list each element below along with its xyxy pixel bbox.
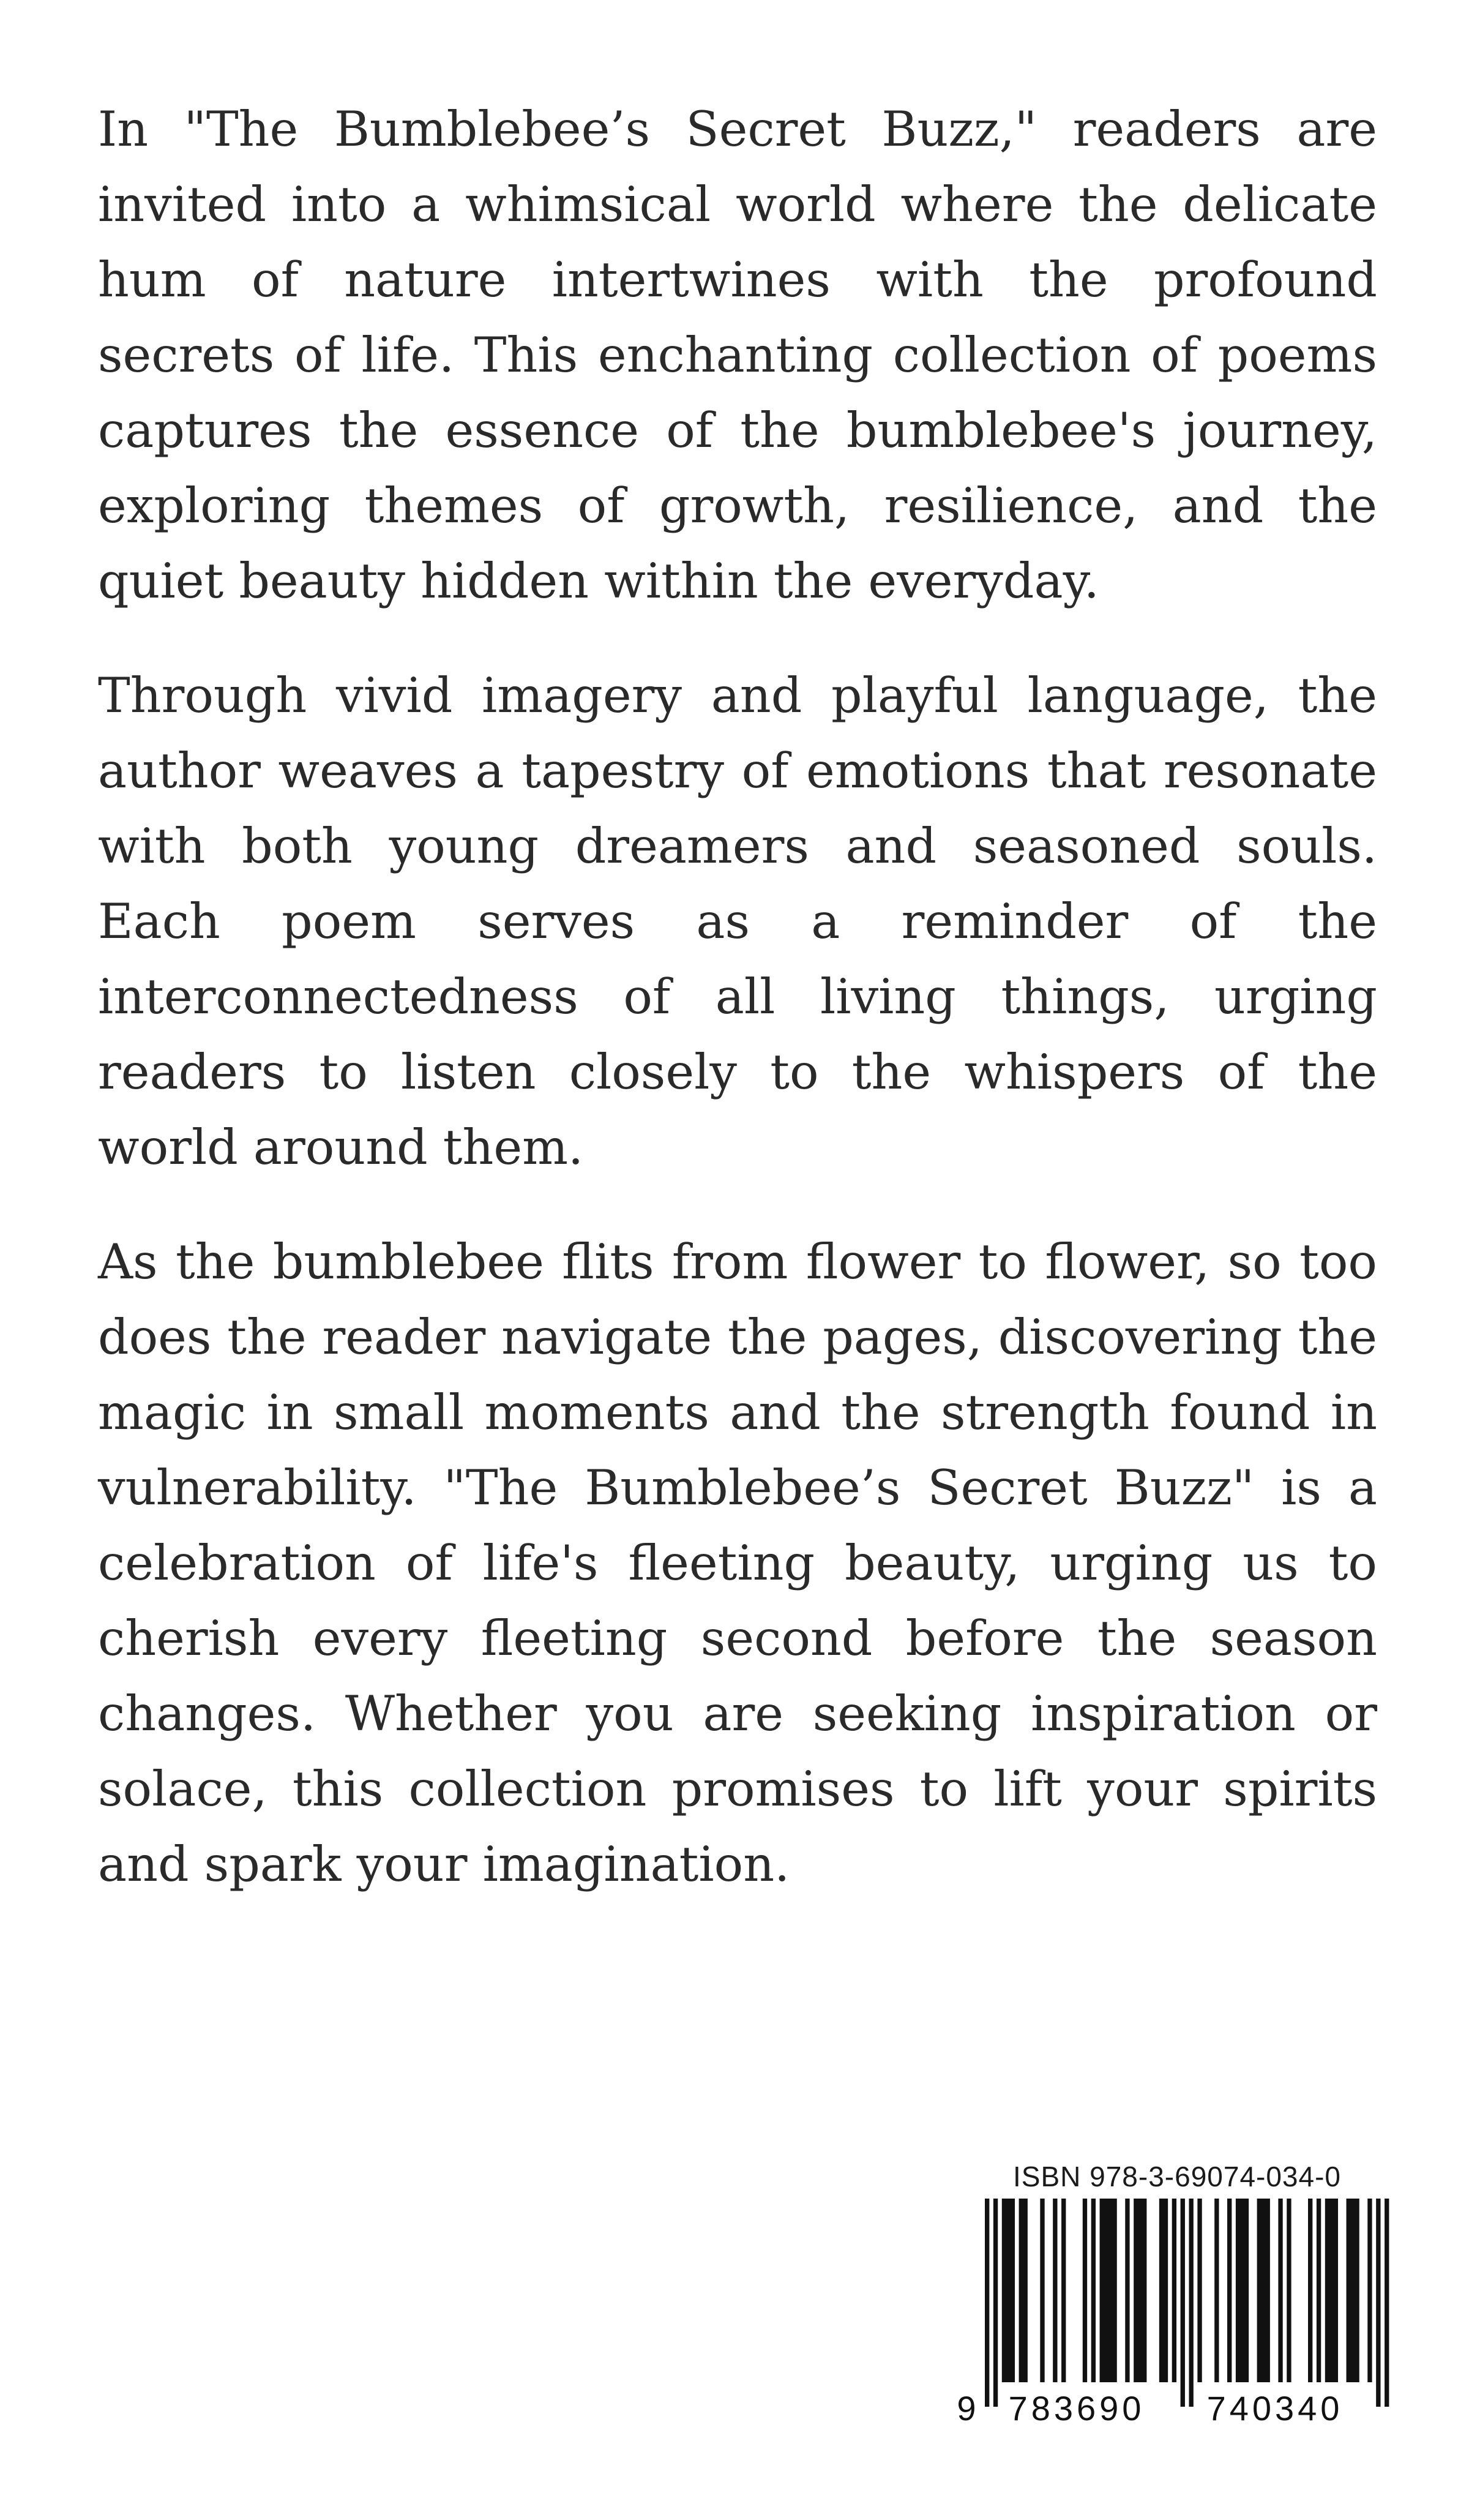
- barcode-bar: [1214, 2199, 1219, 2382]
- blurb-paragraph-2: Through vivid imagery and playful language, the author weaves a tapestry of emotions that resonate with both young dreamers and seasoned souls. Each poem serves as a reminder of the interconnectedness of all living things, urging readers to listen closely to the whispers of the world around them.: [98, 667, 1377, 1176]
- barcode-bar: [985, 2199, 989, 2407]
- barcode-bar: [1236, 2199, 1240, 2382]
- barcode-digits-right: 740340: [1206, 2389, 1344, 2428]
- barcode-bar: [1257, 2199, 1262, 2382]
- barcode-bar: [1266, 2199, 1270, 2382]
- barcode-bar: [1164, 2199, 1168, 2382]
- barcode-bar: [1376, 2199, 1380, 2407]
- barcode-bar: [1329, 2199, 1334, 2382]
- barcode-bar: [1172, 2199, 1176, 2382]
- barcode-bar: [1053, 2199, 1057, 2382]
- barcode-bar: [1061, 2199, 1066, 2382]
- barcode-bar: [1023, 2199, 1028, 2382]
- barcode-bar: [1134, 2199, 1138, 2382]
- barcode-bar: [1350, 2199, 1355, 2382]
- barcode-bar: [1367, 2199, 1372, 2382]
- barcode-bar: [1181, 2199, 1185, 2407]
- barcode-bar: [1262, 2199, 1266, 2382]
- barcode-digit-first: 9: [957, 2389, 976, 2428]
- barcode-bar: [1385, 2199, 1389, 2407]
- barcode: [957, 2199, 1397, 2428]
- barcode-bars: [985, 2199, 1389, 2407]
- barcode-bar: [1159, 2199, 1164, 2382]
- barcode-bar: [1197, 2199, 1202, 2382]
- barcode-bar: [1083, 2199, 1087, 2382]
- blurb-paragraph-3: As the bumblebee flits from flower to flower, so too does the reader navigate the pages, discovering the magic in small moments and the strength found in vulnerability. "The Bumblebee’s Secret Buzz" is a celebration of life's fleeting beauty, urging us to cherish every fleeting second before the season changes. Whether you are seeking inspiration or solace, this collection promises to lift your spirits and spark your imagination.: [98, 1234, 1377, 1892]
- barcode-bar: [1040, 2199, 1044, 2382]
- barcode-bar: [1244, 2199, 1249, 2382]
- barcode-bar: [1325, 2199, 1329, 2382]
- barcode-bar: [1308, 2199, 1312, 2382]
- barcode-bar: [1108, 2199, 1112, 2382]
- barcode-bar: [1189, 2199, 1193, 2407]
- barcode-bar: [1278, 2199, 1282, 2382]
- isbn-block: [957, 2158, 1397, 2428]
- barcode-bar: [1019, 2199, 1023, 2382]
- barcode-bar: [1142, 2199, 1146, 2382]
- barcode-bar: [1091, 2199, 1096, 2382]
- barcode-bar: [1104, 2199, 1108, 2382]
- barcode-bar: [1334, 2199, 1338, 2382]
- barcode-bar: [1006, 2199, 1011, 2382]
- barcode-bar: [1317, 2199, 1321, 2382]
- blurb-text: [98, 92, 1377, 1941]
- barcode-bar: [1347, 2199, 1351, 2382]
- barcode-bar: [1240, 2199, 1244, 2382]
- barcode-bar: [1355, 2199, 1359, 2382]
- barcode-bar: [1100, 2199, 1104, 2382]
- barcode-bar: [1138, 2199, 1142, 2382]
- barcode-digits-left: 783690: [1008, 2389, 1145, 2428]
- barcode-bar: [1112, 2199, 1116, 2382]
- barcode-bar: [1125, 2199, 1129, 2382]
- barcode-bar: [1227, 2199, 1232, 2382]
- barcode-graphic: [957, 2199, 1397, 2428]
- isbn-label: ISBN 978-3-69074-034-0: [1013, 2161, 1341, 2192]
- barcode-bar: [1287, 2199, 1291, 2382]
- blurb-paragraph-1: In "The Bumblebee’s Secret Buzz," readers are invited into a whimsical world where the delicate hum of nature intertwines with the profound secrets of life. This enchanting collection of poems captures the essence of the bumblebee's journey, exploring themes of growth, resilience, and the quiet beauty hidden within the everyday.: [98, 101, 1377, 609]
- barcode-bar: [1002, 2199, 1006, 2382]
- barcode-bar: [1011, 2199, 1015, 2382]
- barcode-bar: [993, 2199, 998, 2407]
